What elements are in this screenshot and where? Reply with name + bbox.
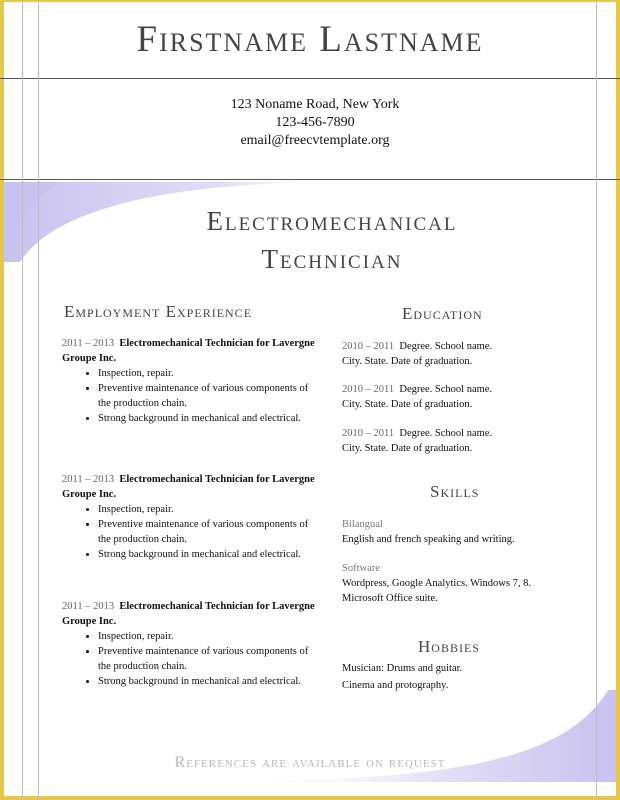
job-title-line1: Electromechanical bbox=[206, 206, 458, 236]
job-role: Electromechanical Technician for Lavergne Groupe Inc. bbox=[62, 474, 315, 500]
hobby-line: Cinema and protography. bbox=[342, 680, 449, 691]
education-place: City. State. Date of graduation. bbox=[342, 399, 473, 410]
job-entry bbox=[62, 599, 322, 689]
education-degree: Degree. School name. bbox=[399, 341, 493, 352]
skill-value: Wordpress, Google Analytics. Windows 7, 8. Microsoft Office suite. bbox=[342, 578, 531, 604]
job-bullet: • Strong background in mechanical and electrical. bbox=[98, 547, 322, 562]
job-title bbox=[0, 202, 620, 278]
candidate-name: Firstname Lastname bbox=[136, 19, 484, 60]
education-place: City. State. Date of graduation. bbox=[342, 443, 473, 454]
phone: 123-456-7890 bbox=[275, 115, 355, 130]
job-years: 2011 – 2013 bbox=[62, 338, 115, 349]
job-entry bbox=[62, 472, 322, 562]
skill-label: Bilangual bbox=[342, 519, 383, 530]
hobbies-heading: Hobbies bbox=[418, 637, 480, 656]
job-role: Electromechanical Technician for Lavergne Groupe Inc. bbox=[62, 601, 315, 627]
education-years: 2010 – 2011 bbox=[342, 341, 395, 352]
job-bullet: • Strong background in mechanical and electrical. bbox=[98, 674, 322, 689]
email: email@freecvtemplate.org bbox=[240, 133, 390, 148]
education-entry bbox=[342, 382, 572, 412]
skills-heading: Skills bbox=[430, 482, 480, 501]
education-degree: Degree. School name. bbox=[399, 384, 493, 395]
job-role: Electromechanical Technician for Lavergne Groupe Inc. bbox=[62, 338, 315, 364]
education-heading: Education bbox=[402, 304, 483, 323]
job-title-line2: Technician bbox=[261, 244, 403, 274]
job-bullet: • Preventive maintenance of various components of the production chain. bbox=[98, 517, 322, 547]
job-bullet: • Inspection, repair. bbox=[98, 629, 322, 644]
hobbies-list bbox=[342, 660, 572, 694]
job-bullet: • Preventive maintenance of various components of the production chain. bbox=[98, 381, 322, 411]
skill-value: English and french speaking and writing. bbox=[342, 534, 515, 545]
skill-label: Software bbox=[342, 563, 380, 574]
employment-heading: Employment Experience bbox=[64, 302, 253, 321]
hobby-line: Musician: Drums and guitar. bbox=[342, 663, 463, 674]
job-bullet: • Strong background in mechanical and electrical. bbox=[98, 411, 322, 426]
skill-entry bbox=[342, 561, 572, 606]
job-years: 2011 – 2013 bbox=[62, 601, 115, 612]
header-divider-bottom bbox=[0, 179, 620, 180]
skill-entry bbox=[342, 517, 572, 547]
references-note: References are available on request bbox=[174, 754, 446, 771]
job-bullet: • Inspection, repair. bbox=[98, 366, 322, 381]
contact-block bbox=[0, 96, 620, 150]
education-years: 2010 – 2011 bbox=[342, 384, 395, 395]
job-bullet: • Inspection, repair. bbox=[98, 502, 322, 517]
header-divider-top bbox=[0, 78, 620, 79]
address: 123 Noname Road, New York bbox=[230, 97, 400, 112]
job-bullet: • Preventive maintenance of various components of the production chain. bbox=[98, 644, 322, 674]
education-entry bbox=[342, 339, 572, 369]
education-entry bbox=[342, 426, 572, 456]
education-degree: Degree. School name. bbox=[399, 428, 493, 439]
job-entry bbox=[62, 336, 322, 426]
education-place: City. State. Date of graduation. bbox=[342, 356, 473, 367]
education-years: 2010 – 2011 bbox=[342, 428, 395, 439]
job-years: 2011 – 2013 bbox=[62, 474, 115, 485]
